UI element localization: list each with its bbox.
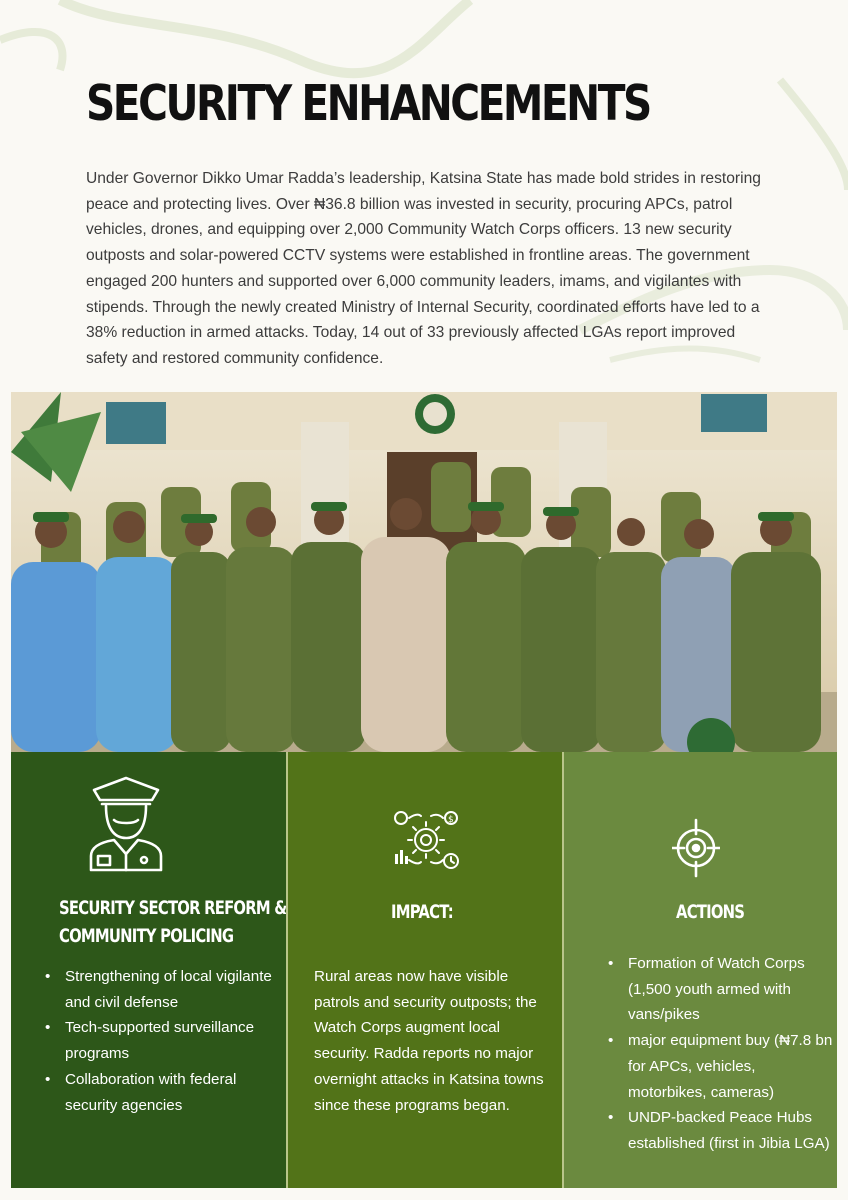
- impact-text: Rural areas now have visible patrols and security outposts; the Watch Corps augment local security. Radda reports no major overnight attacks in Katsina towns since these programs began.: [314, 968, 544, 1114]
- impact-heading: IMPACT:: [391, 901, 453, 923]
- list-item: • Tech-supported surveillance programs: [45, 1015, 275, 1066]
- impact-panel: [286, 752, 562, 1188]
- list-item: • major equipment buy (₦7.8 bn for APCs, vehicles, motorbikes, cameras): [608, 1028, 833, 1105]
- panels-row: [11, 752, 837, 1188]
- list-item: • Strengthening of local vigilante and civil defense: [45, 964, 275, 1015]
- reform-panel: [11, 752, 286, 1188]
- actions-heading: ACTIONS: [676, 901, 745, 923]
- reform-heading-line1: SECURITY SECTOR REFORM &: [59, 897, 287, 919]
- list-item: • UNDP-backed Peace Hubs established (first in Jibia LGA): [608, 1105, 833, 1156]
- gear-network-icon: [391, 808, 461, 872]
- reform-heading-line2: COMMUNITY POLICING: [59, 925, 234, 947]
- list-item: • Formation of Watch Corps (1,500 youth armed with vans/pikes: [608, 951, 833, 1028]
- actions-panel: [562, 752, 837, 1188]
- actions-list: [608, 951, 833, 1157]
- reform-list: [45, 964, 275, 1118]
- reform-heading: [59, 894, 286, 950]
- list-item: • Collaboration with federal security agencies: [45, 1067, 275, 1118]
- group-photo: [11, 392, 837, 752]
- svg-text:$: $: [448, 815, 454, 825]
- page-title: SECURITY ENHANCEMENTS: [86, 75, 650, 132]
- intro-paragraph: Under Governor Dikko Umar Radda’s leadership, Katsina State has made bold strides in restoring peace and protecting lives. Over ₦36.8 billion was invested in security, procuring APCs, patrol vehicles, drones, and equipping over 2,000 Community Watch Corps officers. 13 new security outposts and solar-powered CCTV systems were established in frontline areas. The government engaged 200 hunters and supported over 6,000 community leaders, imams, and vigilantes with stipends. Through the newly created Ministry of Internal Security, coordinated efforts have led to a 38% reduction in armed attacks. Today, 14 out of 33 previously affected LGAs report improved safety and restored community confidence.: [86, 170, 761, 367]
- target-icon: [672, 818, 720, 878]
- police-officer-icon: [88, 776, 164, 872]
